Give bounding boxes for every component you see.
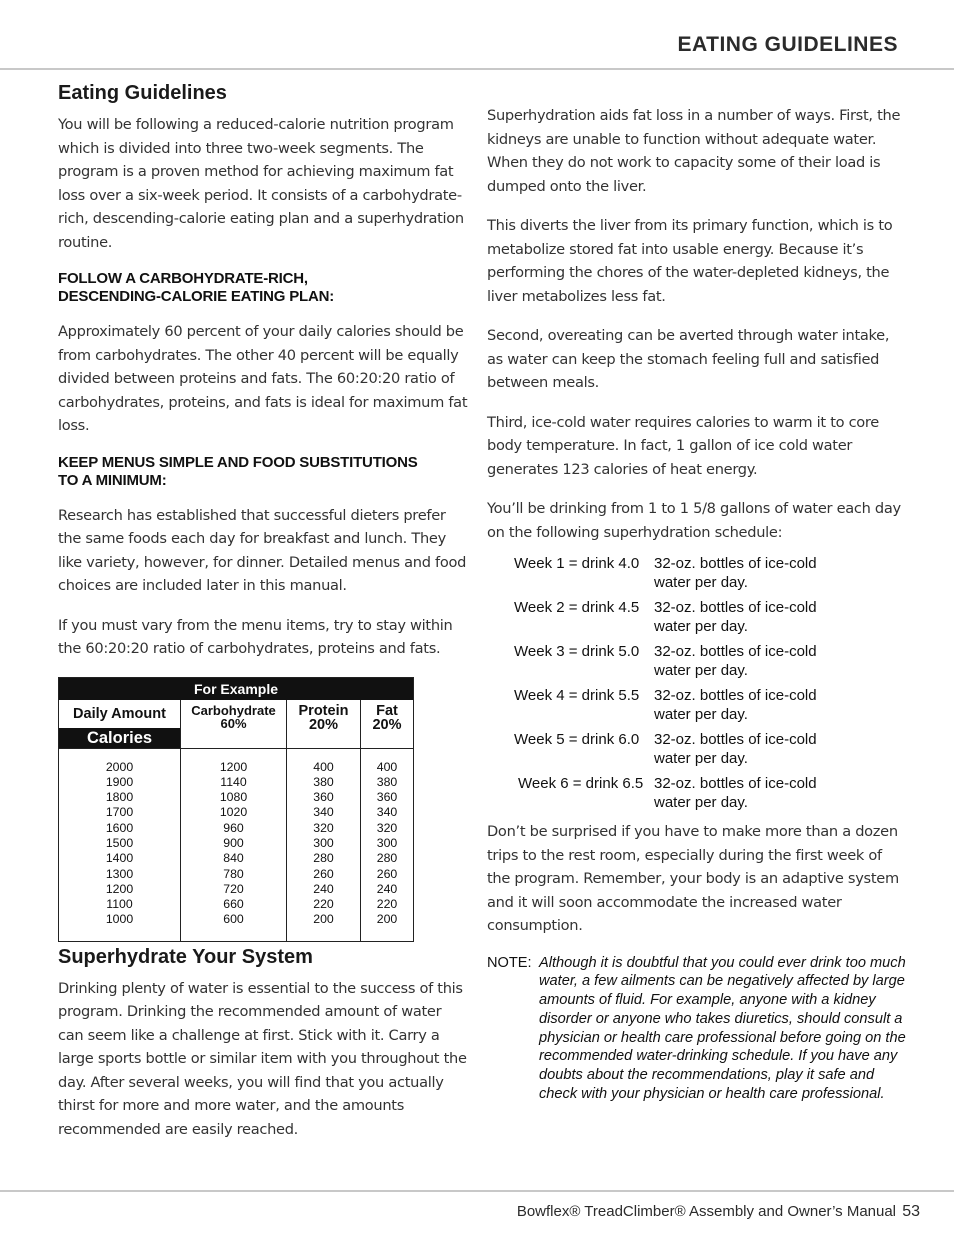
- note-block: [487, 954, 907, 1104]
- schedule-description: 32-oz. bottles of ice-cold water per day.: [654, 599, 817, 635]
- fat-column: [361, 749, 413, 941]
- water-schedule: [514, 554, 907, 812]
- subhead-carbohydrate-plan-line2: DESCENDING-CALORIE EATING PLAN:: [58, 288, 335, 305]
- superhydration-paragraph-3: Second, overeating can be averted through water intake, as water can keep the stomach feeling full and satisfied between meals.: [487, 327, 890, 391]
- rest-room-paragraph: Don’t be surprised if you have to make more than a dozen trips to the rest room, especially during the first week of the program. Remember, your body is an adaptive system and it will soon accommodate the increased water consumption.: [487, 823, 899, 934]
- page-header-title: EATING GUIDELINES: [677, 33, 898, 56]
- fat-label: Fat: [376, 702, 398, 719]
- table-cell: 1140: [220, 774, 247, 789]
- schedule-week: Week 6 = drink 6.5: [518, 775, 644, 792]
- table-cell: 360: [313, 790, 334, 805]
- note-label: NOTE:: [487, 954, 532, 971]
- subhead-keep-menus-simple: [58, 454, 468, 490]
- table-cell: 240: [313, 881, 334, 896]
- table-cell: 300: [313, 835, 334, 850]
- column-header-fat: [361, 700, 413, 748]
- table-cell: 260: [313, 866, 334, 881]
- page-footer: [517, 1203, 920, 1221]
- table-cell: 320: [376, 820, 398, 835]
- table-cell: 720: [223, 881, 244, 896]
- page-number: 53: [902, 1203, 920, 1220]
- table-cell: 1500: [105, 835, 134, 850]
- schedule-week: Week 1 = drink 4.0: [514, 555, 640, 572]
- table-cell: 1700: [105, 805, 134, 820]
- superhydration-paragraph-4: Third, ice-cold water requires calories to warm it to core body temperature. In fact, 1 gallon of ice cold water generates 123 calories of heat energy.: [487, 413, 879, 478]
- schedule-week: Week 5 = drink 6.0: [514, 731, 640, 748]
- table-cell: 240: [376, 881, 398, 896]
- table-cell: 1900: [105, 774, 134, 789]
- column-header-daily-amount: [59, 700, 181, 748]
- table-cell: 1800: [105, 790, 134, 805]
- table-cell: 220: [376, 897, 398, 912]
- research-paragraph: Research has established that successful dieters prefer the same foods each day for breakfast and lunch. They like variety, however, for dinner. Detailed menus and food choices are included later in this manual.: [58, 506, 467, 594]
- table-cell: 320: [313, 820, 334, 835]
- calories-column: [59, 749, 181, 941]
- superhydration-paragraph-1: Superhydration aids fat loss in a number of ways. First, the kidneys are unable to function without adequate water. When they do not work to capacity some of their load is dumped onto the liver.: [487, 107, 901, 195]
- protein-label: Protein: [298, 702, 349, 719]
- subhead-keep-menus-simple-line1: KEEP MENUS SIMPLE AND FOOD SUBSTITUTIONS: [58, 453, 418, 471]
- table-cell: 600: [223, 912, 244, 927]
- table-cell: 1080: [219, 790, 248, 805]
- table-cell: 360: [376, 790, 398, 805]
- superhydrate-paragraph: Drinking plenty of water is essential to the success of this program. Drinking the recommended amount of water can seem like a challenge at first. Stick with it. Carry a large sports bottle or similar item with you throughout the day. After several weeks, you will find that you actually thirst for more and more water, and the amounts recommended are easily reached.: [58, 979, 467, 1138]
- fat-percent: 20%: [372, 716, 402, 733]
- schedule-row: [514, 730, 907, 768]
- section-heading-superhydrate: Superhydrate Your System: [58, 945, 313, 968]
- schedule-row: [514, 554, 907, 592]
- column-header-carbohydrate: [181, 700, 287, 748]
- table-cell: 280: [376, 851, 398, 866]
- table-cell: 340: [313, 805, 334, 820]
- table-cell: 1300: [105, 866, 134, 881]
- schedule-description: 32-oz. bottles of ice-cold water per day.: [654, 555, 817, 591]
- footer-manual-title: Bowflex® TreadClimber® Assembly and Owner’s Manual: [516, 1203, 897, 1220]
- schedule-description: 32-oz. bottles of ice-cold water per day.: [654, 687, 817, 723]
- table-cell: 200: [313, 912, 334, 927]
- table-title: For Example: [59, 678, 413, 700]
- table-cell: 220: [313, 897, 334, 912]
- schedule-row: [514, 686, 907, 724]
- table-column-headers: [59, 700, 413, 749]
- table-cell: 1200: [219, 759, 248, 774]
- table-cell: 1020: [219, 805, 248, 820]
- schedule-row: [514, 642, 907, 680]
- table-cell: 200: [376, 912, 398, 927]
- superhydration-paragraph-2: This diverts the liver from its primary function, which is to metabolize stored fat into usable energy. Because it’s performing the chores of the water-depleted kidneys, the liver metabolizes less fat.: [487, 217, 893, 305]
- schedule-row: [514, 774, 907, 812]
- carbohydrate-percent: 60%: [220, 715, 247, 731]
- table-cell: 2000: [105, 759, 134, 774]
- schedule-week: Week 4 = drink 5.5: [514, 687, 640, 704]
- intro-paragraph: You will be following a reduced-calorie nutrition program which is divided into three two-week segments. The program is a proven method for achieving maximum fat loss over a six-week period. It consists of a carbohydrate-rich, descending-calorie eating plan and a superhydration routine.: [58, 116, 464, 251]
- carbohydrate-label: Carbohydrate: [191, 702, 276, 718]
- table-cell: 400: [313, 759, 334, 774]
- carbohydrate-column: [181, 749, 287, 941]
- table-cell: 400: [376, 759, 398, 774]
- schedule-row: [514, 598, 907, 636]
- schedule-week: Week 3 = drink 5.0: [514, 643, 640, 660]
- table-cell: 340: [376, 805, 398, 820]
- ratio-paragraph: If you must vary from the menu items, try to stay within the 60:20:20 ratio of carbohydrates, proteins and fats.: [58, 616, 453, 657]
- protein-percent: 20%: [308, 716, 339, 733]
- calorie-example-table: [58, 677, 414, 942]
- schedule-description: 32-oz. bottles of ice-cold water per day.: [654, 731, 817, 767]
- table-cell: 1400: [105, 851, 134, 866]
- table-cell: 260: [376, 866, 398, 881]
- section-heading-eating-guidelines: Eating Guidelines: [58, 82, 227, 104]
- table-body: [59, 749, 413, 941]
- table-cell: 280: [313, 851, 334, 866]
- table-cell: 1100: [106, 897, 133, 912]
- calories-band-label: Calories: [59, 728, 180, 748]
- footer-rule: [0, 1190, 954, 1192]
- table-cell: 900: [223, 835, 244, 850]
- table-cell: 1200: [105, 881, 134, 896]
- table-cell: 1000: [105, 912, 134, 927]
- table-cell: 960: [223, 820, 244, 835]
- schedule-description: 32-oz. bottles of ice-cold water per day.: [654, 775, 817, 811]
- table-cell: 380: [376, 774, 398, 789]
- schedule-description: 32-oz. bottles of ice-cold water per day.: [654, 643, 817, 679]
- left-column: [58, 82, 468, 1157]
- superhydration-paragraph-5: You’ll be drinking from 1 to 1 5/8 gallons of water each day on the following superhydration schedule:: [487, 500, 901, 541]
- column-header-protein: [287, 700, 361, 748]
- subhead-carbohydrate-plan-line1: FOLLOW A CARBOHYDRATE-RICH,: [58, 270, 308, 287]
- subhead-keep-menus-simple-line2: TO A MINIMUM:: [58, 471, 167, 489]
- table-cell: 780: [223, 866, 244, 881]
- table-cell: 840: [223, 851, 244, 866]
- table-cell: 380: [313, 774, 334, 789]
- daily-amount-label: Daily Amount: [73, 705, 166, 722]
- header-rule: [0, 68, 954, 70]
- carbohydrate-paragraph: Approximately 60 percent of your daily calories should be from carbohydrates. The other 40 percent will be equally divided between proteins and fats. The 60:20:20 ratio of carbohydrates, proteins, and fats is ideal for maximum fat loss.: [58, 323, 468, 434]
- protein-column: [287, 749, 361, 941]
- table-cell: 1600: [105, 820, 134, 835]
- table-cell: 660: [223, 897, 244, 912]
- note-text: Although it is doubtful that you could ever drink too much water, a few ailments can be negatively affected by large amounts of fluid. For example, anyone with a kidney disorder or anyone who takes diuretics, should consult a physician or health care professional before going on the recommended water-drinking schedule. If you have any doubts about the recommendations, play it safe and check with your physician or health care professional.: [539, 954, 906, 1103]
- schedule-week: Week 2 = drink 4.5: [514, 599, 640, 616]
- right-column: [487, 104, 907, 1104]
- table-cell: 300: [376, 835, 398, 850]
- subhead-carbohydrate-plan: [58, 270, 468, 306]
